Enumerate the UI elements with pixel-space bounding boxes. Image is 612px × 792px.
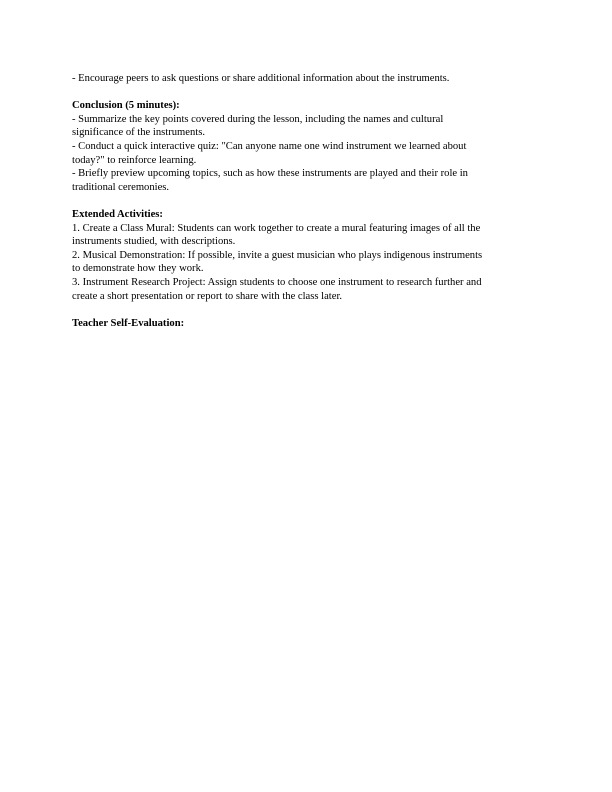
extended-activities-line: instruments studied, with descriptions. [72, 236, 236, 248]
document-body [72, 72, 542, 330]
self-evaluation-heading: Teacher Self-Evaluation: [72, 317, 185, 329]
paragraph-gap [72, 86, 542, 100]
extended-activities-section [72, 208, 542, 303]
conclusion-heading: Conclusion (5 minutes): [72, 100, 180, 112]
extended-activities-line: 3. Instrument Research Project: Assign students to choose one instrument to research further and [72, 276, 482, 288]
conclusion-line: today?" to reinforce learning. [72, 154, 197, 166]
extended-activities-line: create a short presentation or report to share with the class later. [72, 290, 343, 302]
conclusion-line: - Summarize the key points covered during the lesson, including the names and cultural [72, 113, 444, 125]
self-evaluation-section [72, 317, 542, 331]
conclusion-line: - Conduct a quick interactive quiz: "Can anyone name one wind instrument we learned about [72, 140, 467, 152]
extended-activities-line: to demonstrate how they work. [72, 263, 204, 275]
extended-activities-line: 2. Musical Demonstration: If possible, invite a guest musician who plays indigenous instruments [72, 249, 483, 261]
extended-activities-line: 1. Create a Class Mural: Students can work together to create a mural featuring images of all the [72, 222, 481, 234]
conclusion-line: significance of the instruments. [72, 127, 205, 139]
intro-line: - Encourage peers to ask questions or share additional information about the instruments. [72, 73, 450, 84]
paragraph-gap [72, 303, 542, 317]
conclusion-line: - Briefly preview upcoming topics, such as how these instruments are played and their role in [72, 168, 468, 180]
conclusion-line: traditional ceremonies. [72, 181, 170, 193]
extended-activities-heading: Extended Activities: [72, 208, 163, 220]
intro-section [72, 72, 542, 86]
conclusion-section [72, 99, 542, 194]
paragraph-gap [72, 194, 542, 208]
